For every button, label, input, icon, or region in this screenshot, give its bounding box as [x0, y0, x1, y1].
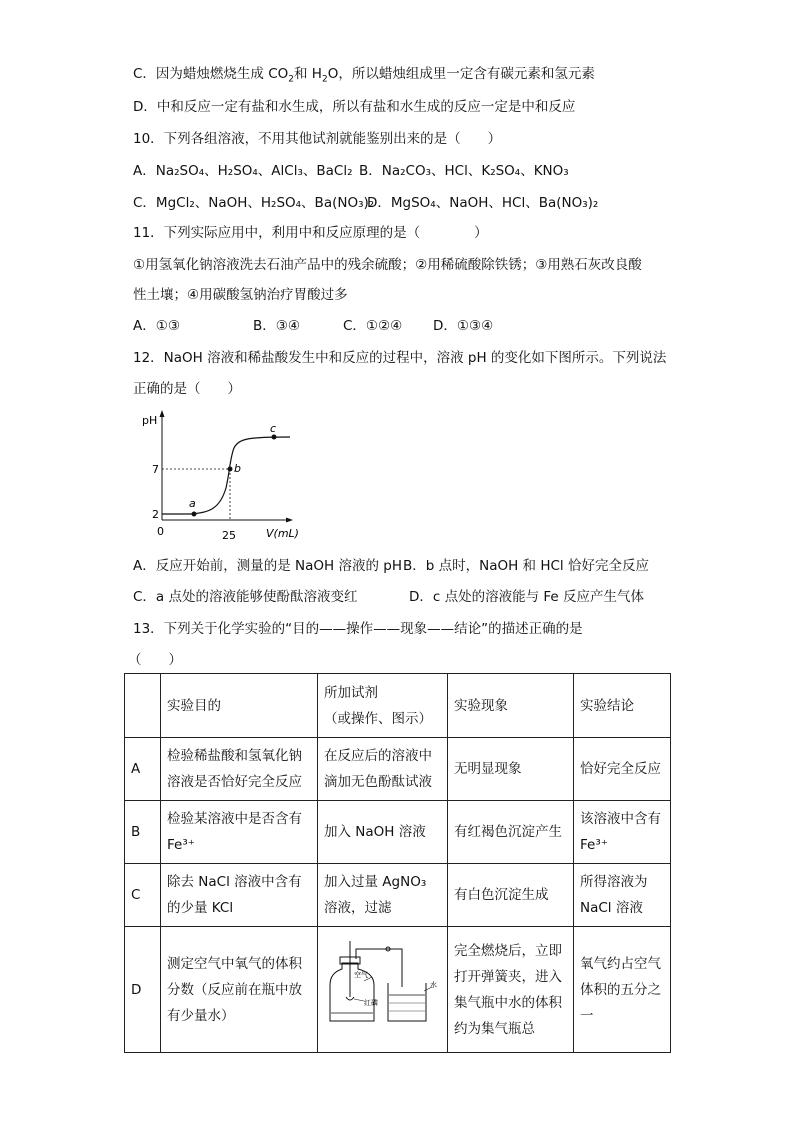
phosphorus-label: 红磷 — [364, 999, 378, 1007]
q12-option-d: D．c 点处的溶液能与 Fe 反应产生气体 — [409, 589, 645, 605]
x-axis-label: V(mL) — [266, 527, 299, 540]
connecting-tube — [356, 949, 402, 987]
q10-option-b: B．Na₂CO₃、HCl、K₂SO₄、KNO₃ — [359, 163, 569, 179]
table-row — [125, 738, 671, 801]
experiment-table — [124, 673, 671, 1053]
beaker — [388, 983, 426, 1021]
row-label: C — [125, 864, 161, 927]
q10-option-d: D．MgSO₄、NaOH、HCl、Ba(NO₃)₂ — [367, 195, 599, 211]
y-tick-7: 7 — [152, 463, 159, 476]
row-purpose: 测定空气中氧气的体积分数（反应前在瓶中放有少量水） — [161, 927, 318, 1053]
q10-option-c: C．MgCl₂、NaOH、H₂SO₄、Ba(NO₃)₂ — [133, 195, 375, 211]
point-a — [192, 512, 197, 517]
q10-options-cd — [133, 193, 598, 213]
q12-options-cd — [133, 587, 644, 607]
row-purpose: 检验稀盐酸和氢氧化钠溶液是否恰好完全反应 — [161, 738, 318, 801]
row-conclusion: 恰好完全反应 — [574, 738, 671, 801]
air-label: 空气 — [354, 971, 368, 979]
point-c — [272, 435, 277, 440]
table-row — [125, 927, 671, 1053]
q11-stem: 11．下列实际应用中，利用中和反应原理的是（ ） — [133, 225, 488, 241]
row-purpose: 检验某溶液中是否含有 Fe³⁺ — [161, 801, 318, 864]
table-row — [125, 864, 671, 927]
q11-option-a: A．①③ — [133, 318, 180, 334]
q9-option-c: C．因为蜡烛燃烧生成 $CO_2$和 $H_2O$，所以蜡烛组成里一定含有碳元素和氢元素 — [133, 66, 595, 85]
header-purpose: 实验目的 — [161, 674, 318, 738]
q11-line1: ①用氢氧化钠溶液洗去石油产品中的残余硫酸；②用稀硫酸除铁锈；③用熟石灰改良酸 — [133, 257, 642, 273]
combustion-spoon — [346, 997, 354, 1000]
header-conclusion: 实验结论 — [574, 674, 671, 738]
row-phenomenon: 有白色沉淀生成 — [448, 864, 574, 927]
q13-stem-line2: （ ） — [128, 652, 182, 668]
point-c-label: c — [270, 422, 277, 435]
water-label: 水 — [430, 981, 437, 989]
row-conclusion: 所得溶液为 NaCl 溶液 — [574, 864, 671, 927]
row-reagent: 加入 NaOH 溶液 — [318, 801, 448, 864]
q12-options-ab — [133, 556, 649, 576]
q10-option-a: A．Na₂SO₄、H₂SO₄、AlCl₃、BaCl₂ — [133, 163, 353, 179]
q11-option-d: D．①③④ — [433, 318, 494, 334]
row-conclusion: 氧气约占空气体积的五分之一 — [574, 927, 671, 1053]
q10-options-ab — [133, 161, 569, 181]
y-tick-2: 2 — [152, 508, 159, 521]
q11-option-c: C．①②④ — [343, 318, 403, 334]
q11-options — [133, 316, 493, 336]
row-label: B — [125, 801, 161, 864]
origin-label: 0 — [157, 525, 164, 538]
phosphorus-combustion-apparatus — [324, 937, 442, 1033]
header-reagent — [318, 674, 448, 738]
table-header-row — [125, 674, 671, 738]
point-b-label: b — [234, 462, 241, 475]
q11-option-b: B．③④ — [253, 318, 300, 334]
ph-titration-graph — [140, 408, 300, 543]
row-label: D — [125, 927, 161, 1053]
q13-stem-line1: 13．下列关于化学实验的“目的——操作——现象——结论”的描述正确的是 — [133, 621, 583, 637]
phosphorus-label-leader — [354, 999, 364, 1001]
row-reagent-apparatus — [318, 927, 448, 1053]
q10-stem: 10．下列各组溶液，不用其他试剂就能鉴别出来的是（ ） — [133, 131, 502, 147]
y-axis-arrow — [160, 410, 165, 417]
row-label: A — [125, 738, 161, 801]
x-axis-arrow — [286, 518, 293, 523]
q12-stem-line2: 正确的是（ ） — [133, 381, 241, 397]
q11-line2: 性土壤；④用碳酸氢钠治疗胃酸过多 — [133, 287, 348, 303]
header-reagent-line2: （或操作、图示） — [324, 710, 432, 727]
row-conclusion: 该溶液中含有 Fe³⁺ — [574, 801, 671, 864]
y-axis-label: pH — [142, 414, 158, 427]
point-a-label: a — [189, 497, 196, 510]
row-purpose: 除去 NaCl 溶液中含有的少量 KCl — [161, 864, 318, 927]
row-phenomenon: 完全燃烧后，立即打开弹簧夹，进入集气瓶中水的体积约为集气瓶总 — [448, 927, 574, 1053]
q12-option-b: B．b 点时，NaOH 和 HCl 恰好完全反应 — [403, 558, 649, 574]
row-reagent: 加入过量 AgNO₃ 溶液，过滤 — [318, 864, 448, 927]
q9-option-d: D．中和反应一定有盐和水生成，所以有盐和水生成的反应一定是中和反应 — [133, 99, 576, 115]
q12-option-c: C．a 点处的溶液能够使酚酞溶液变红 — [133, 589, 358, 605]
row-phenomenon: 无明显现象 — [448, 738, 574, 801]
ph-curve — [162, 437, 290, 514]
header-reagent-line1: 所加试剂 — [324, 684, 378, 701]
table-row — [125, 801, 671, 864]
x-tick-25: 25 — [222, 529, 236, 542]
q12-option-a: A．反应开始前，测量的是 NaOH 溶液的 pH — [133, 558, 402, 574]
header-empty-cell — [125, 674, 161, 738]
row-phenomenon: 有红褐色沉淀产生 — [448, 801, 574, 864]
header-phenomenon: 实验现象 — [448, 674, 574, 738]
row-reagent: 在反应后的溶液中滴加无色酚酞试液 — [318, 738, 448, 801]
point-b — [228, 467, 233, 472]
q12-stem-line1: 12．NaOH 溶液和稀盐酸发生中和反应的过程中，溶液 pH 的变化如下图所示。下列说法 — [133, 350, 667, 366]
